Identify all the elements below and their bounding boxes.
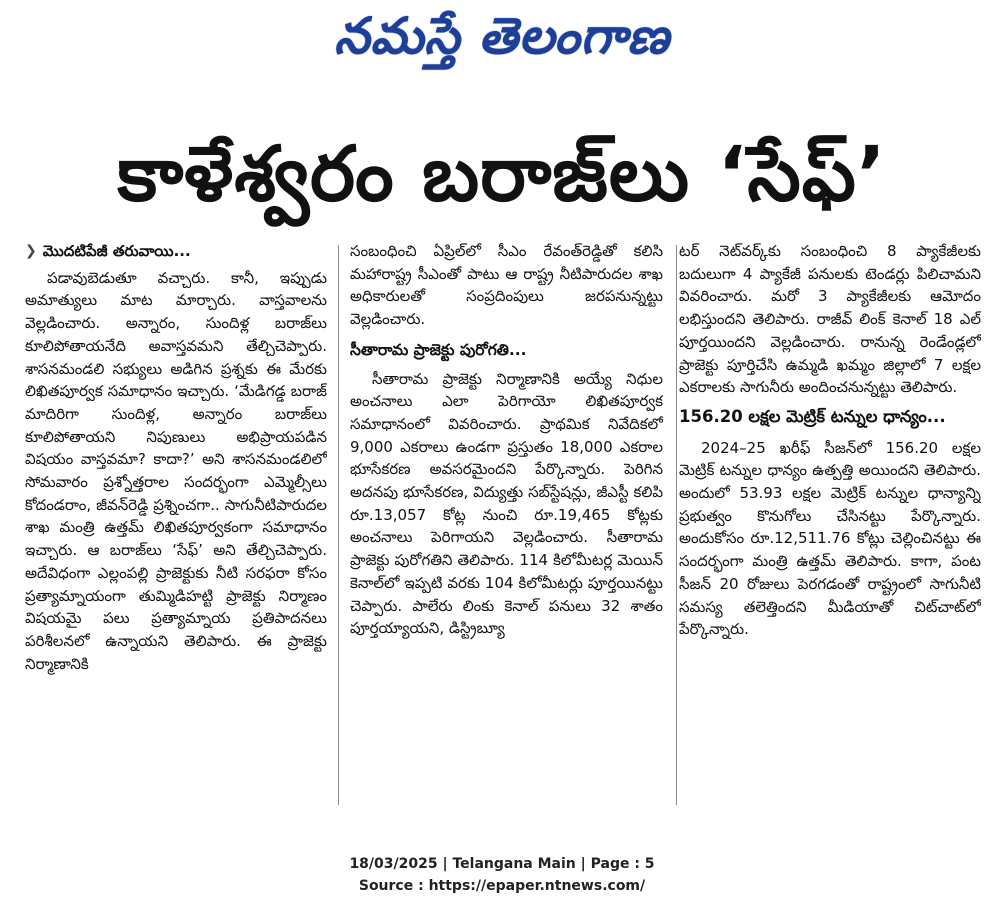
- paragraph: టర్ నెట్‌వర్క్‌కు సంబంధించి 8 ప్యాకేజీలకు బదులుగా 4 ప్యాకేజీ పనులకు టెండర్లు పిలిచామని వివరించారు. మరో 3 ప్యాకేజీలకు ఆమోదం లభిస్తుందని తెలిపారు. రాజీవ్ లింక్ కెనాల్ 18 ఎల్ పూర్తయిందని వెల్లడించారు. రానున్న రెండేండ్లలో ప్రాజెక్టు పూర్తిచేసి ఉమ్మడి ఖమ్మం జిల్లాలో 7 లక్షల ఎకరాలకు సాగునీరు అందించనున్నట్టు తెలిపారు.: [679, 242, 981, 397]
- footer-source: Source : https://epaper.ntnews.com/: [358, 878, 646, 894]
- paragraph: సీతారామ ప్రాజెక్టు నిర్మాణానికి అయ్యే నిధుల అంచనాలు ఎలా పెరిగాయో లిఖితపూర్వక సమాధానంలో వివరించారు. ప్రాథమిక నివేదికలో 9,000 ఎకరాలు ఉండగా ప్రస్తుతం 18,000 ఎకరాల భూసేకరణ అవసరమైందని పేర్కొన్నారు. పెరిగిన అదనపు భూసేకరణ, విద్యుత్తు సబ్‌స్టేషన్లు, జీఎస్టీ కలిపి రూ.13,057 కోట్ల నుంచి రూ.19,465 కోట్లకు అంచనాలు పెరిగాయని వెల్లడించారు. సీతారామ ప్రాజెక్టు పురోగతిని తెలిపారు. 114 కిలోమీటర్ల మెయిన్ కెనాల్‌లో ఇప్పటి వరకు 104 కిలోమీటర్లు పూర్తయినట్టు చెప్పారు. పాలేరు లింకు కెనాల్ పనులు 32 శాతం పూర్తయ్యాయని, డిస్ట్రిబ్యూ: [350, 369, 663, 638]
- article-column-2: [350, 240, 663, 810]
- paragraph: సంబంధించి ఏప్రిల్‌లో సీఎం రేవంత్‌రెడ్డితో కలిసి మహారాష్ట్ర సీఎంతో పాటు ఆ రాష్ట్ర నీటిపారుదల శాఖ అధికారులతో సంప్రదింపులు జరపనున్నట్టు వెల్లడించారు.: [350, 242, 663, 329]
- continuation-label: మొదటిపేజీ తరువాయి...: [42, 242, 191, 260]
- subheading: 156.20 లక్షల మెట్రిక్ టన్నుల ధాన్యం...: [679, 406, 946, 426]
- chevron-right-icon: ❯: [25, 243, 37, 259]
- article-body: [25, 240, 981, 810]
- newspaper-logo: నమస్తే తెలంగాణ: [334, 7, 670, 65]
- paragraph: పడావుబెడుతూ వచ్చారు. కానీ, ఇప్పుడు అమాత్యులు మాట మార్చారు. వాస్తవాలను వెల్లడించారు. అన్నారం, సుందిళ్ల బరాజ్‌లు కూలిపోతాయనేది అవాస్తవమని తేల్చిచెప్పారు. శాసనమండలి సభ్యులు అడిగిన ప్రశ్నకు ఈ మేరకు లిఖితపూర్వక సమాధానం ఇచ్చారు. ‘మేడిగడ్డ బరాజ్ మాదిరిగా సుందిళ్ల, అన్నారం బరాజ్‌లు కూలిపోతాయని నిపుణులు అభిప్రాయపడిన విషయం వాస్తవమా? కాదా?’ అని శాసనమండలిలో సోమవారం ప్రశ్నోత్తరాల సందర్భంగా ఎమ్మెల్సీలు కోదండరాం, జీవన్‌రెడ్డి ప్రశ్నించగా.. సాగునీటిపారుదల శాఖ మంత్రి ఉత్తమ్ లిఖితపూర్వకంగా సమాధానం ఇచ్చారు. ఆ బరాజ్‌లు ‘సేఫ్’ అని తేల్చిచెప్పారు. అదేవిధంగా ఎల్లంపల్లి ప్రాజెక్టుకు నీటి సరఫరా కోసం ప్రత్యామ్నాయంగా తుమ్మిడిహట్టి ప్రాజెక్టు నిర్మాణం విషయమై పలు ప్రత్యామ్నాయ ప్రతిపాదనలు పరిశీలనలో ఉన్నాయని తెలిపారు. ఈ ప్రాజెక్టు నిర్మాణానికి: [25, 268, 327, 673]
- continuation-marker: [25, 240, 327, 263]
- article-column-3: [679, 240, 981, 810]
- article-column-1: [25, 240, 327, 810]
- masthead: [0, 0, 1004, 72]
- paragraph: 2024–25 ఖరీఫ్ సీజన్‌లో 156.20 లక్షల మెట్రిక్ టన్నుల ధాన్యం ఉత్పత్తి అయిందని తెలిపారు. అందులో 53.93 లక్షల మెట్రిక్ టన్నుల ధాన్యాన్ని ప్రభుత్వం కొనుగోలు చేసినట్టు పేర్కొన్నారు. అందుకోసం రూ.12,511.76 కోట్లు చెల్లించినట్టు ఈ సందర్భంగా మంత్రి ఉత్తమ్ తెలిపారు. కాగా, పంట సీజన్ 20 రోజులు పెరగడంతో రాష్ట్రంలో సాగునీటి సమస్య తలెత్తిందని మీడియాతో చిట్‌చాట్‌లో పేర్కొన్నారు.: [679, 438, 981, 639]
- headline: కాళేశ్వరం బరాజ్‌లు ‘సేఫ్’: [117, 129, 887, 218]
- footer-date-page: 18/03/2025 | Telangana Main | Page : 5: [349, 856, 655, 872]
- subheading: సీతారామ ప్రాజెక్టు పురోగతి...: [350, 340, 527, 359]
